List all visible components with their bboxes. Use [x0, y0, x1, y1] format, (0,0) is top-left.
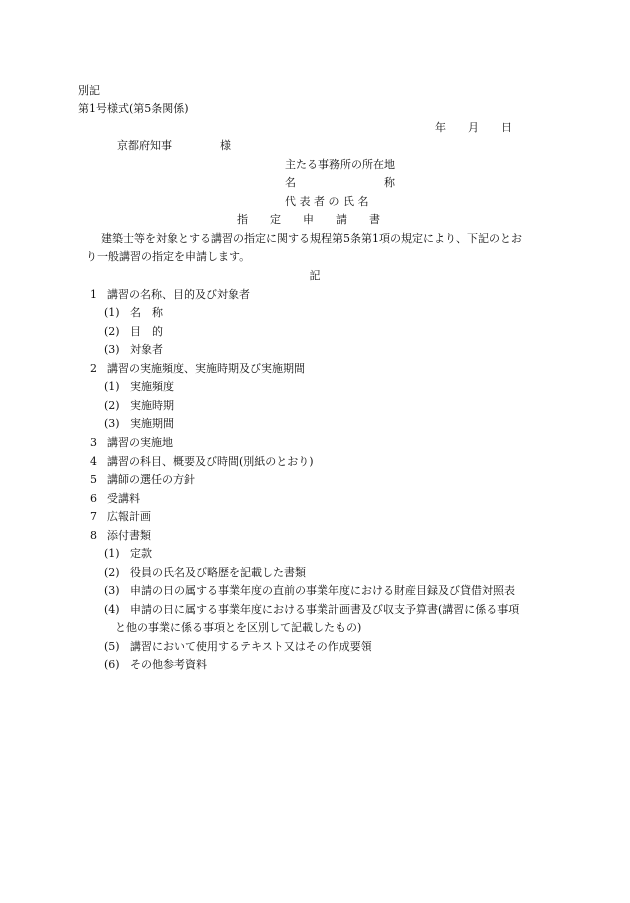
- date-line: 年 月 日: [435, 121, 512, 134]
- item-text: 申請の日に属する事業年度における事業計画書及び収支予算書(講習に係る事項: [130, 603, 520, 616]
- item-number: (2): [104, 399, 120, 412]
- item-text: 実施時期: [130, 399, 174, 412]
- item-number: (4): [104, 603, 120, 616]
- document-title: 指 定 申 請 書: [237, 213, 380, 226]
- item-text: 広報計画: [107, 510, 151, 523]
- item-text: 講習の名称、目的及び対象者: [107, 288, 250, 301]
- appendix-label: 別記: [78, 84, 100, 97]
- item-text: 目 的: [130, 325, 163, 338]
- item-number: (3): [104, 343, 120, 356]
- addressee-governor: 京都府知事: [117, 139, 172, 152]
- item-number: (2): [104, 566, 120, 579]
- form-number: 第1号様式(第5条関係): [78, 102, 189, 115]
- item-text: と他の事業に係る事項とを区別して記載したもの): [115, 621, 362, 634]
- item-number: (3): [104, 417, 120, 430]
- item-text: 実施期間: [130, 417, 174, 430]
- ki-heading: 記: [309, 269, 321, 282]
- item-number: (1): [104, 380, 120, 393]
- item-text: 講習の実施地: [107, 436, 173, 449]
- item-text: 添付書類: [107, 529, 151, 542]
- item-number: 3: [90, 436, 97, 449]
- item-number: 7: [90, 510, 97, 523]
- applicant-representative-label: 代 表 者 の 氏 名: [285, 195, 369, 208]
- item-number: 5: [90, 473, 97, 486]
- item-text: 講習において使用するテキスト又はその作成要領: [130, 640, 372, 653]
- item-text: 講習の科目、概要及び時間(別紙のとおり): [107, 455, 314, 468]
- item-number: 8: [90, 529, 97, 542]
- body-line-2: り一般講習の指定を申請します。: [86, 250, 251, 263]
- addressee-honorific: 様: [220, 139, 231, 152]
- item-text: 役員の氏名及び略歴を記載した書類: [130, 566, 306, 579]
- item-number: (2): [104, 325, 120, 338]
- item-text: 受講料: [107, 492, 140, 505]
- item-text: その他参考資料: [130, 658, 207, 671]
- item-number: (5): [104, 640, 120, 653]
- body-line-1: 建築士等を対象とする講習の指定に関する規程第5条第1項の規定により、下記のとお: [101, 232, 522, 245]
- item-text: 定款: [130, 547, 152, 560]
- item-number: 2: [90, 362, 97, 375]
- item-number: (6): [104, 658, 120, 671]
- item-number: 1: [90, 288, 97, 301]
- item-number: 4: [90, 455, 97, 468]
- applicant-address-label: 主たる事務所の所在地: [285, 158, 395, 171]
- item-number: (1): [104, 306, 120, 319]
- item-text: 対象者: [130, 343, 163, 356]
- applicant-name-label: 名 称: [285, 176, 395, 189]
- item-text: 実施頻度: [130, 380, 174, 393]
- item-text: 名 称: [130, 306, 163, 319]
- item-text: 申請の日の属する事業年度の直前の事業年度における財産目録及び貸借対照表: [130, 584, 515, 597]
- item-number: 6: [90, 492, 97, 505]
- item-text: 講師の選任の方針: [107, 473, 195, 486]
- item-number: (3): [104, 584, 120, 597]
- item-text: 講習の実施頻度、実施時期及び実施期間: [107, 362, 305, 375]
- item-number: (1): [104, 547, 120, 560]
